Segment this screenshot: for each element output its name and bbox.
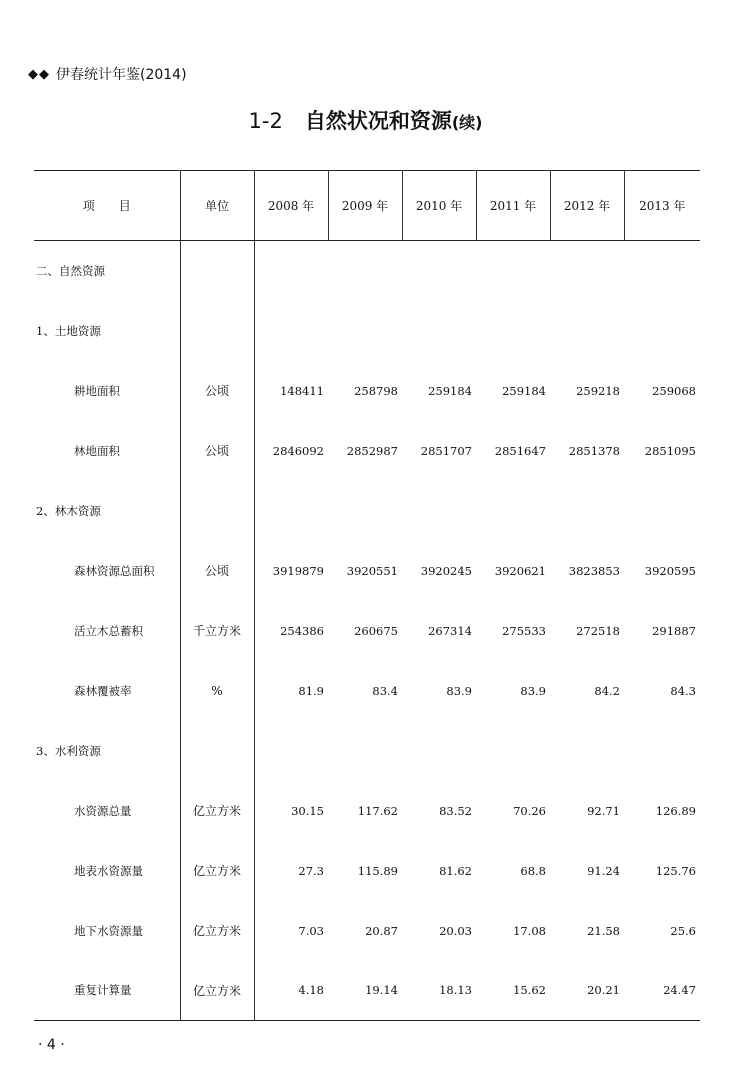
value-cell: [624, 241, 700, 301]
unit-cell: 亿立方米: [180, 841, 254, 901]
item-label: 林地面积: [34, 421, 180, 481]
value-cell: 83.9: [446, 683, 472, 698]
value-cell: 126.89: [655, 803, 696, 818]
value-cell: 20.03: [439, 923, 472, 938]
item-label: 水资源总量: [34, 781, 180, 841]
book-title: 伊春统计年鉴(2014): [56, 67, 187, 83]
value-cell: [254, 301, 328, 361]
value-cell: [254, 721, 328, 781]
unit-cell: %: [180, 661, 254, 721]
value-cell: 117.62: [357, 803, 398, 818]
column-header: 2011 年: [476, 171, 550, 241]
table-title-text: 自然状况和资源: [304, 109, 452, 133]
value-cell: 267314: [428, 623, 472, 638]
value-cell: 15.62: [476, 961, 550, 1021]
diamond-bullets-icon: ◆◆: [28, 66, 50, 82]
table-row: [34, 241, 700, 301]
value-cell: 258798: [354, 383, 398, 398]
value-cell: 25.6: [670, 923, 696, 938]
continued-label: (续): [451, 113, 483, 132]
table-row: [34, 301, 700, 361]
value-cell: 275533: [502, 623, 546, 638]
value-cell: [550, 241, 624, 301]
value-cell: [476, 241, 550, 301]
value-cell: 115.89: [357, 863, 398, 878]
value-cell: 30.15: [291, 803, 324, 818]
value-cell: 27.3: [298, 863, 324, 878]
value-cell: 92.71: [587, 803, 620, 818]
section-label: 1、土地资源: [34, 301, 180, 361]
unit-cell: 亿立方米: [180, 901, 254, 961]
value-cell: 125.76: [655, 863, 696, 878]
value-cell: 2851647: [494, 443, 546, 458]
running-header: [28, 64, 187, 84]
value-cell: 272518: [576, 623, 620, 638]
value-cell: 20.87: [365, 923, 398, 938]
unit-cell: [180, 721, 254, 781]
item-label: 重复计算量: [34, 961, 180, 1021]
table-row: [34, 901, 700, 961]
column-header: 2009 年: [328, 171, 402, 241]
value-cell: 3920621: [494, 563, 546, 578]
table-row: [34, 721, 700, 781]
resources-table: [34, 170, 700, 1021]
value-cell: [550, 481, 624, 541]
unit-cell: 亿立方米: [180, 781, 254, 841]
value-cell: 91.24: [587, 863, 620, 878]
value-cell: 2851095: [644, 443, 696, 458]
value-cell: 259184: [502, 383, 546, 398]
section-label: 2、林木资源: [34, 481, 180, 541]
unit-cell: [180, 301, 254, 361]
table-row: [34, 481, 700, 541]
value-cell: 19.14: [328, 961, 402, 1021]
value-cell: [624, 301, 700, 361]
value-cell: [402, 301, 476, 361]
value-cell: 3920595: [644, 563, 696, 578]
value-cell: 291887: [652, 623, 696, 638]
table-row: [34, 361, 700, 421]
item-label: 地表水资源量: [34, 841, 180, 901]
column-header: 2010 年: [402, 171, 476, 241]
value-cell: 3920245: [420, 563, 472, 578]
value-cell: 83.4: [372, 683, 398, 698]
item-label: 活立木总蓄积: [34, 601, 180, 661]
value-cell: 18.13: [402, 961, 476, 1021]
value-cell: 83.9: [520, 683, 546, 698]
value-cell: [476, 481, 550, 541]
value-cell: 254386: [280, 623, 324, 638]
column-header: 2008 年: [254, 171, 328, 241]
value-cell: 3823853: [568, 563, 620, 578]
value-cell: 7.03: [298, 923, 324, 938]
value-cell: [550, 301, 624, 361]
value-cell: 21.58: [587, 923, 620, 938]
column-header: 单位: [180, 171, 254, 241]
item-label: 森林资源总面积: [34, 541, 180, 601]
page-number: · 4 ·: [38, 1037, 65, 1053]
column-header: 项 目: [34, 171, 180, 241]
value-cell: 148411: [280, 383, 324, 398]
value-cell: 259068: [652, 383, 696, 398]
value-cell: 3920551: [346, 563, 398, 578]
unit-cell: 公顷: [180, 541, 254, 601]
value-cell: 84.3: [670, 683, 696, 698]
value-cell: [550, 721, 624, 781]
value-cell: [328, 481, 402, 541]
value-cell: [402, 721, 476, 781]
section-label: 3、水利资源: [34, 721, 180, 781]
table-row: [34, 841, 700, 901]
value-cell: 259184: [428, 383, 472, 398]
value-cell: 83.52: [439, 803, 472, 818]
value-cell: [328, 241, 402, 301]
unit-cell: 公顷: [180, 361, 254, 421]
unit-cell: 公顷: [180, 421, 254, 481]
value-cell: 17.08: [513, 923, 546, 938]
value-cell: [624, 721, 700, 781]
item-label: 耕地面积: [34, 361, 180, 421]
item-label: 森林覆被率: [34, 661, 180, 721]
table-row: [34, 421, 700, 481]
value-cell: 81.62: [439, 863, 472, 878]
unit-cell: [180, 481, 254, 541]
unit-cell: [180, 241, 254, 301]
value-cell: 68.8: [520, 863, 546, 878]
table-row: [34, 541, 700, 601]
column-header: 2013 年: [624, 171, 700, 241]
table-number: 1-2: [248, 109, 283, 133]
value-cell: 81.9: [298, 683, 324, 698]
value-cell: [328, 721, 402, 781]
value-cell: [476, 301, 550, 361]
value-cell: 259218: [576, 383, 620, 398]
value-cell: [402, 481, 476, 541]
value-cell: 2852987: [346, 443, 398, 458]
item-label: 地下水资源量: [34, 901, 180, 961]
table-row: [34, 781, 700, 841]
value-cell: [476, 721, 550, 781]
value-cell: [254, 241, 328, 301]
value-cell: 20.21: [550, 961, 624, 1021]
value-cell: [402, 241, 476, 301]
unit-cell: 千立方米: [180, 601, 254, 661]
value-cell: 2851378: [568, 443, 620, 458]
unit-cell: 亿立方米: [180, 961, 254, 1021]
table-row: [34, 961, 700, 1021]
value-cell: 70.26: [513, 803, 546, 818]
value-cell: 260675: [354, 623, 398, 638]
value-cell: 3919879: [272, 563, 324, 578]
value-cell: 4.18: [254, 961, 328, 1021]
value-cell: 84.2: [594, 683, 620, 698]
value-cell: [624, 481, 700, 541]
table-row: [34, 601, 700, 661]
table-title: [0, 105, 731, 135]
value-cell: [254, 481, 328, 541]
column-header: 2012 年: [550, 171, 624, 241]
table-row: [34, 661, 700, 721]
value-cell: 2846092: [272, 443, 324, 458]
table-header-row: [34, 171, 700, 241]
value-cell: 2851707: [420, 443, 472, 458]
section-label: 二、自然资源: [34, 241, 180, 301]
value-cell: [328, 301, 402, 361]
value-cell: 24.47: [624, 961, 700, 1021]
